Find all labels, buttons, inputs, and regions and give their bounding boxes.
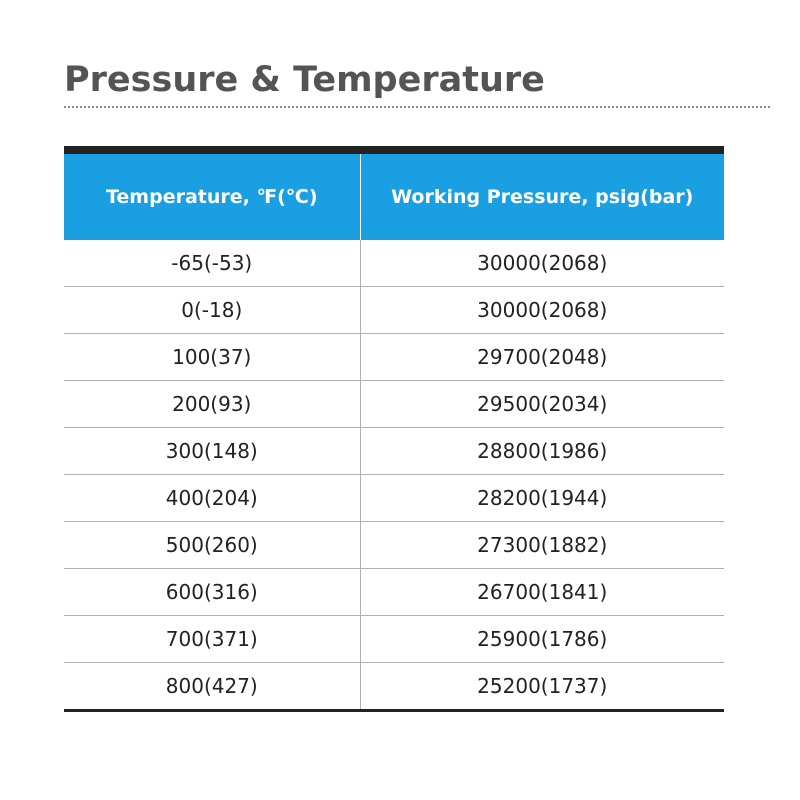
pressure-cell: 28800(1986) [360,428,724,475]
pressure-column-header: Working Pressure, psig(bar) [360,150,724,240]
table-row [64,428,724,475]
table-body [64,240,724,711]
table-row [64,475,724,522]
pressure-temperature-table [64,146,724,712]
page-title: Pressure & Temperature [64,60,545,100]
pressure-cell: 27300(1882) [360,522,724,569]
table-row [64,287,724,334]
pressure-cell: 25200(1737) [360,663,724,711]
table-row [64,569,724,616]
pressure-temperature-table-container [64,146,724,712]
table-header-row [64,150,724,240]
pressure-cell: 30000(2068) [360,240,724,287]
pressure-cell: 29500(2034) [360,381,724,428]
table-row [64,616,724,663]
pressure-cell: 25900(1786) [360,616,724,663]
temperature-cell: 800(427) [64,663,360,711]
table-row [64,334,724,381]
table-row [64,240,724,287]
temperature-cell: 400(204) [64,475,360,522]
temperature-cell: -65(-53) [64,240,360,287]
pressure-cell: 29700(2048) [360,334,724,381]
table-row [64,522,724,569]
temperature-cell: 0(-18) [64,287,360,334]
temperature-cell: 100(37) [64,334,360,381]
temperature-cell: 600(316) [64,569,360,616]
pressure-cell: 28200(1944) [360,475,724,522]
table-header [64,150,724,240]
temperature-cell: 500(260) [64,522,360,569]
pressure-cell: 30000(2068) [360,287,724,334]
table-row [64,381,724,428]
pressure-cell: 26700(1841) [360,569,724,616]
temperature-cell: 300(148) [64,428,360,475]
temperature-cell: 700(371) [64,616,360,663]
temperature-column-header: Temperature, ℉(℃) [64,150,360,240]
temperature-cell: 200(93) [64,381,360,428]
title-dotted-divider [64,106,770,108]
table-row [64,663,724,711]
